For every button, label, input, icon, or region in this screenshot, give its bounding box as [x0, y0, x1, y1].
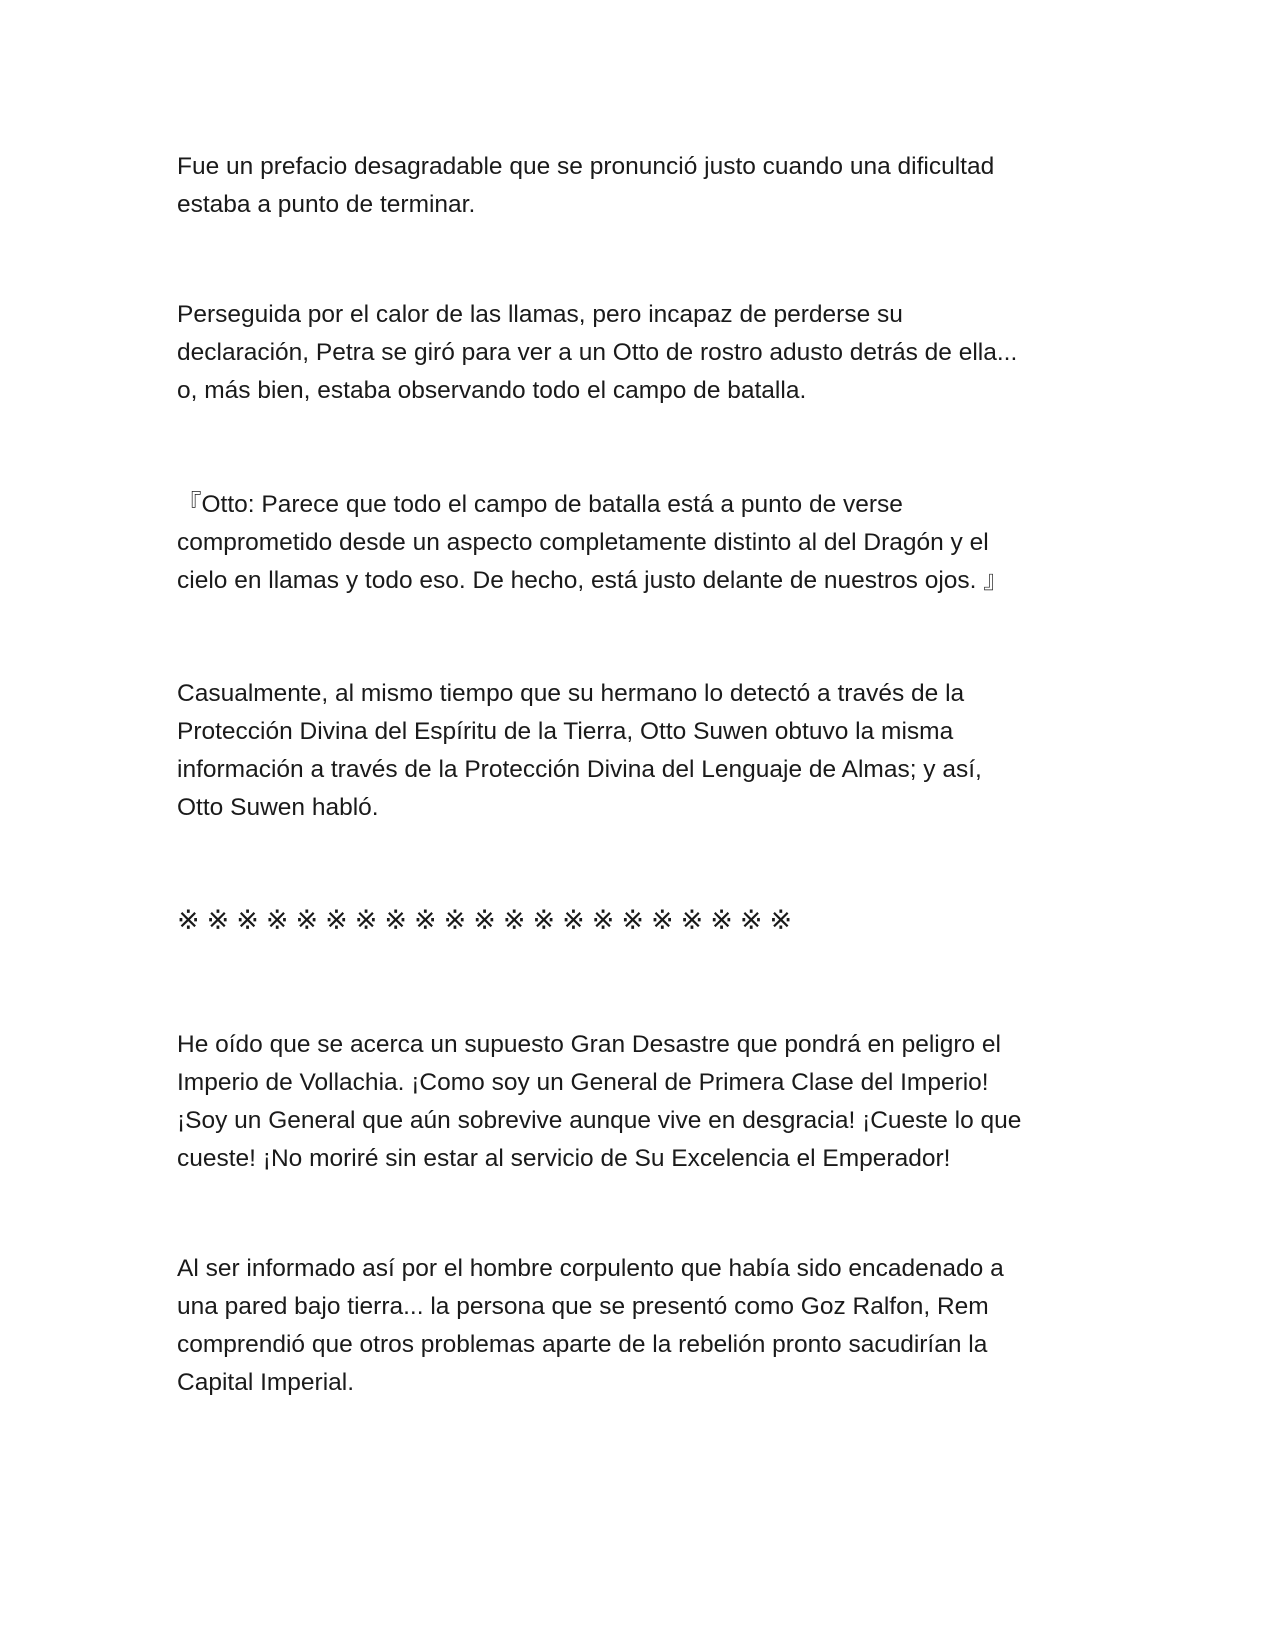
paragraph-prefacio: Fue un prefacio desagradable que se pronunció justo cuando una dificultad estaba a punto de terminar.: [177, 153, 995, 218]
paragraph-goz-ralfon: Al ser informado así por el hombre corpulento que había sido encadenado a una pared bajo tierra... la persona que se presentó como Goz Ralfon, Rem comprendió que otros problemas aparte de la rebelión pronto sacudirían la Capital Imperial.: [177, 1255, 1004, 1396]
paragraph-casualmente: Casualmente, al mismo tiempo que su hermano lo detectó a través de la Protección Divina del Espíritu de la Tierra, Otto Suwen obtuvo la misma información a través de la Protección Divina del Lenguaje de Almas; y así, Otto Suwen habló.: [177, 680, 982, 821]
paragraph-gran-desastre: He oído que se acerca un supuesto Gran Desastre que pondrá en peligro el Imperio de Vollachia. ¡Como soy un General de Primera Clase del Imperio! ¡Soy un General que aún sobrevive aunque vive en desgracia! ¡Cueste lo que cueste! ¡No moriré sin estar al servicio de Su Excelencia el Emperador!: [177, 1031, 1022, 1172]
section-separator: ※※※※※※※※※※※※※※※※※※※※※: [177, 905, 800, 936]
paragraph-perseguida: Perseguida por el calor de las llamas, pero incapaz de perderse su declaración, Petra se giró para ver a un Otto de rostro adusto detrás de ella... o, más bien, estaba observando todo el campo de batalla.: [177, 301, 1018, 404]
paragraph-otto-dialogue: 『Otto: Parece que todo el campo de batalla está a punto de verse comprometido desde un aspecto completamente distinto al del Dragón y el cielo en llamas y todo eso. De hecho, está justo delante de nuestros ojos. 』: [177, 491, 1008, 594]
